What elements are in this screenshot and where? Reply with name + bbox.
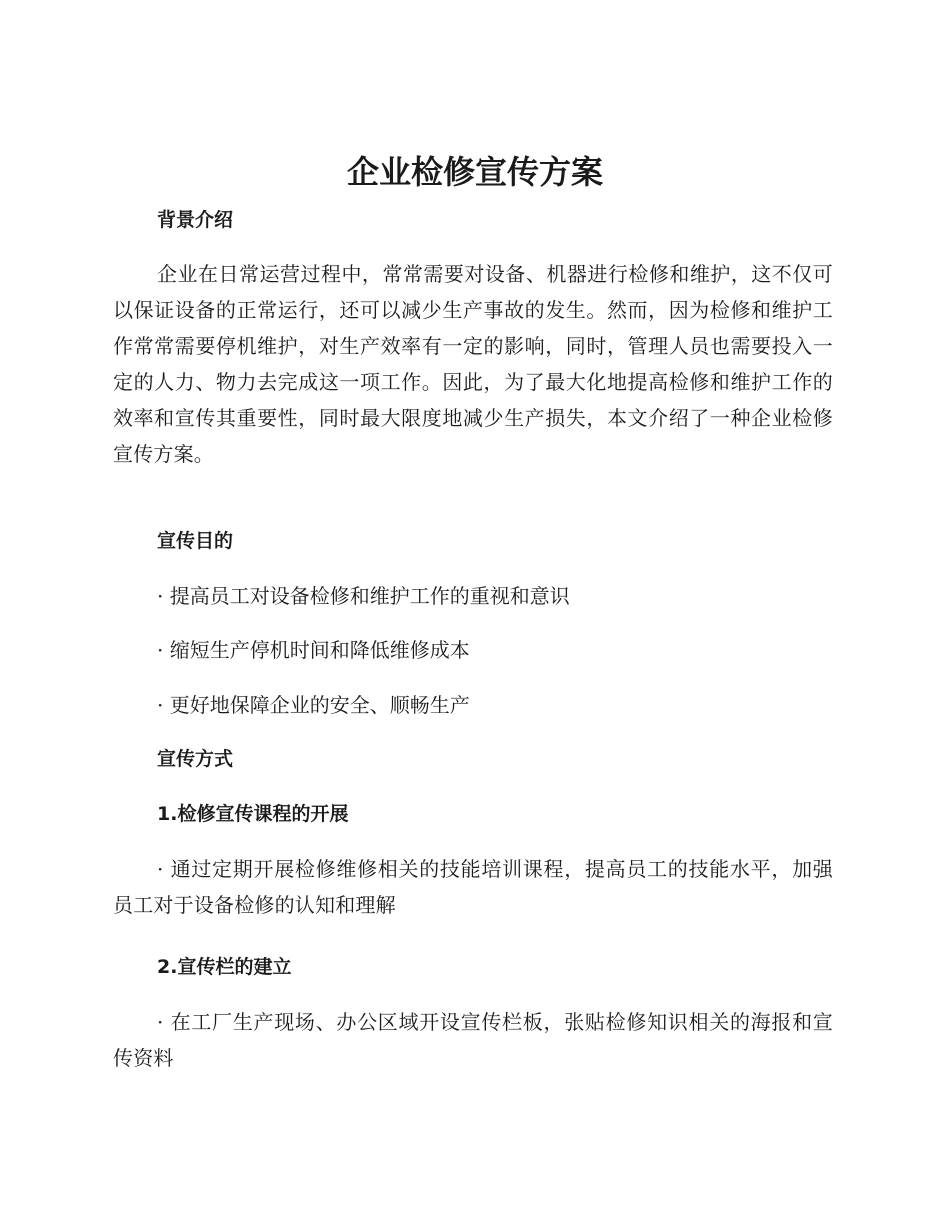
section-heading-purpose: 宣传目的: [157, 530, 234, 552]
method-text-1: · 通过定期开展检修维修相关的技能培训课程，提高员工的技能水平，加强员工对于设备检修的认知和理解: [113, 857, 833, 917]
purpose-bullet-1: · 提高员工对设备检修和维护工作的重视和意识: [157, 584, 570, 608]
purpose-bullet-2: · 缩短生产停机时间和降低维修成本: [157, 638, 470, 662]
method-heading-2: 2.宣传栏的建立: [157, 956, 292, 978]
method-text-2: · 在工厂生产现场、办公区域开设宣传栏板，张贴检修知识相关的海报和宣传资料: [113, 1010, 833, 1070]
purpose-bullet-3: · 更好地保障企业的安全、顺畅生产: [157, 693, 470, 717]
section-heading-methods: 宣传方式: [157, 748, 234, 770]
section-heading-background: 背景介绍: [157, 209, 234, 231]
background-paragraph: 企业在日常运营过程中，常常需要对设备、机器进行检修和维护，这不仅可以保证设备的正常运行，还可以减少生产事故的发生。然而，因为检修和维护工作常常需要停机维护，对生产效率有一定的影响，同时，管理人员也需要投入一定的人力、物力去完成这一项工作。因此，为了最大化地提高检修和维护工作的效率和宣传其重要性，同时最大限度地减少生产损失，本文介绍了一种企业检修宣传方案。: [113, 262, 833, 466]
document-title: 企业检修宣传方案: [346, 153, 603, 191]
method-heading-1: 1.检修宣传课程的开展: [157, 803, 349, 825]
